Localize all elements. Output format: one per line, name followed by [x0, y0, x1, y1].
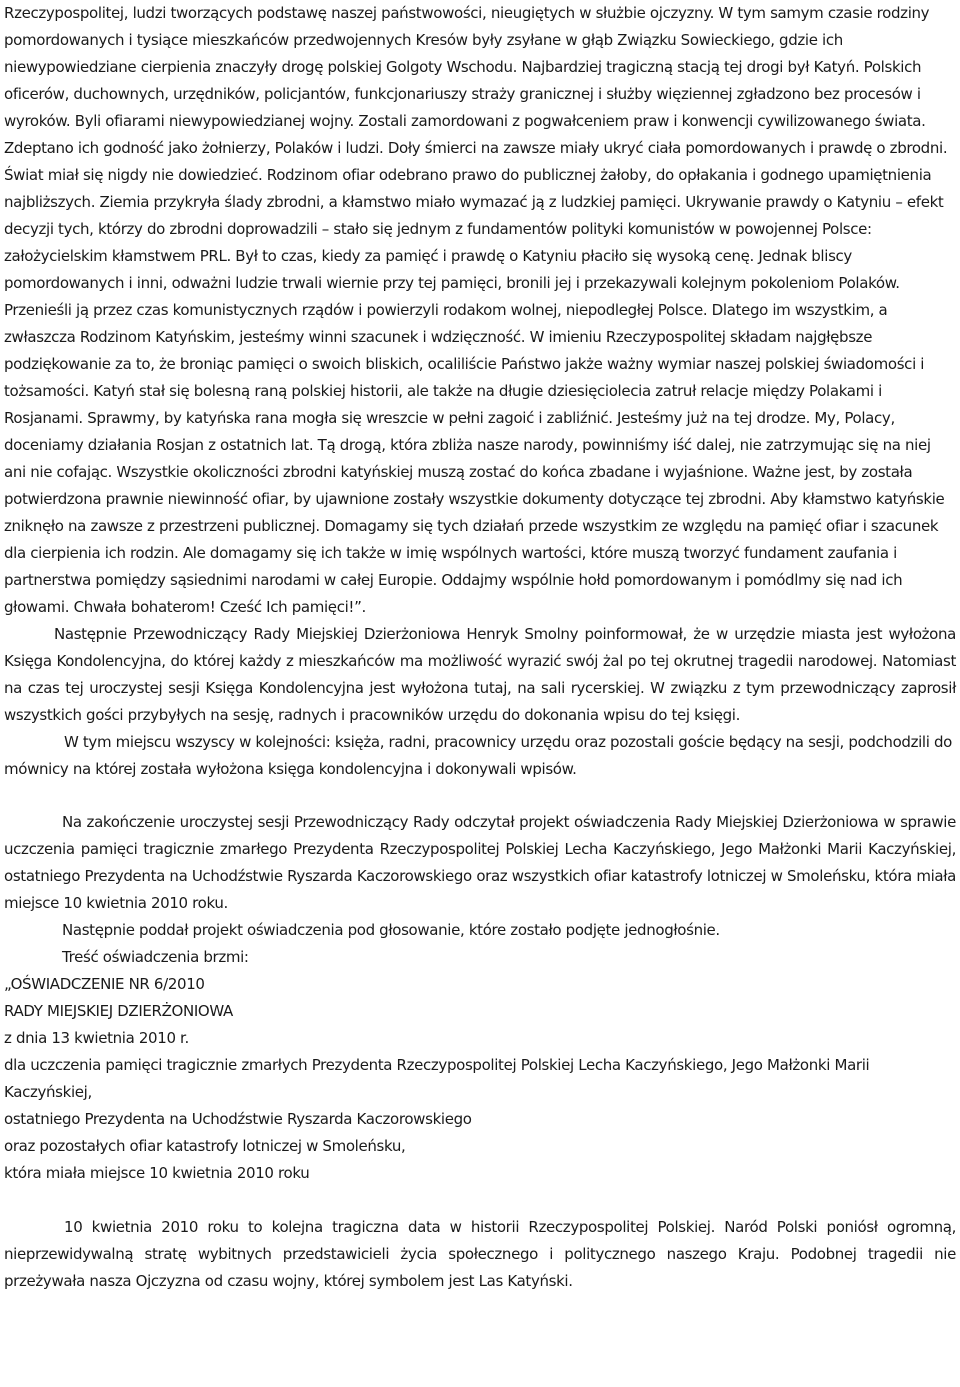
statement-body-paragraph: 10 kwietnia 2010 roku to kolejna tragiczna data w historii Rzeczypospolitej Polskiej. Naród Polski poniósł ogromną, nieprzewidywalną stratę wybitnych przedstawicieli życia społecznego i politycznego naszego Kraju. Podobnej tragedii nie przeżywała nasza Ojczyzna od czasu wojny, której symbolem jest Las Katyński. — [4, 1218, 956, 1290]
statement-date: z dnia 13 kwietnia 2010 r. — [4, 1029, 189, 1047]
statement-subject-line-4: która miała miejsce 10 kwietnia 2010 roku — [4, 1164, 310, 1182]
statement-subject-line-3: oraz pozostałych ofiar katastrofy lotniczej w Smoleńsku, — [4, 1137, 406, 1155]
statement-intro-paragraph: Treść oświadczenia brzmi: — [62, 948, 249, 966]
statement-number: „OŚWIADCZENIE NR 6/2010 — [4, 975, 205, 993]
vote-paragraph: Następnie poddał projekt oświadczenia pod głosowanie, które zostało podjęte jednogłośnie. — [62, 921, 720, 939]
statement-subject-line-2: ostatniego Prezydenta na Uchodźstwie Ryszarda Kaczorowskiego — [4, 1110, 472, 1128]
condolence-book-paragraph: Następnie Przewodniczący Rady Miejskiej Dzierżoniowa Henryk Smolny poinformował, że w urzędzie miasta jest wyłożona Księga Kondolencyjna, do której każdy z mieszkańców ma możliwość wyrazić swój żal po tej okrutnej tragedii narodowej. Natomiast na czas tej uroczystej sesji Księga Kondolencyjna jest wyłożona tutaj, na sali rycerskiej. W związku z tym przewodniczący zaprosił wszystkich gości przybyłych na sesję, radnych i pracowników urzędu do dokonania wpisu do tej księgi. — [4, 625, 956, 724]
statement-issuer: RADY MIEJSKIEJ DZIERŻONIOWA — [4, 1002, 233, 1020]
statement-draft-paragraph: Na zakończenie uroczystej sesji Przewodniczący Rady odczytał projekt oświadczenia Rady Miejskiej Dzierżoniowa w sprawie uczczenia pamięci tragicznie zmarłego Prezydenta Rzeczypospolitej Polskiej Lecha Kaczyńskiego, Jego Małżonki Marii Kaczyńskiej, ostatniego Prezydenta na Uchodźstwie Ryszarda Kaczorowskiego oraz wszystkich ofiar katastrofy lotniczej w Smoleńsku, która miała miejsce 10 kwietnia 2010 roku. — [4, 813, 956, 912]
statement-header-block — [4, 971, 956, 1187]
statement-subject-line-1: dla uczczenia pamięci tragicznie zmarłych Prezydenta Rzeczypospolitej Polskiej Lecha Kaczyńskiego, Jego Małżonki Marii Kaczyńskiej, — [4, 1056, 870, 1101]
condolence-entries-paragraph: W tym miejscu wszyscy w kolejności: księża, radni, pracownicy urzędu oraz pozostali goście będący na sesji, podchodzili do mównicy na której została wyłożona księga kondolencyjna i dokonywali wpisów. — [4, 733, 952, 778]
speech-continuation-text: Rzeczypospolitej, ludzi tworzących podstawę naszej państwowości, nieugiętych w służbie ojczyzny. W tym samym czasie rodziny pomordowanych i tysiące mieszkańców przedwojennych Kresów były zsyłane w głąb Związku Sowieckiego, gdzie ich niewypowiedziane cierpienia znaczyły drogę polskiej Golgoty Wschodu. Najbardziej tragiczną stacją tej drogi był Katyń. Polskich oficerów, duchownych, urzędników, policjantów, funkcjonariuszy straży granicznej i służby więziennej zgładzono bez procesów i wyroków. Byli ofiarami niewypowiedzianej wojny. Zostali zamordowani z pogwałceniem praw i konwencji cywilizowanego świata. Zdeptano ich godność jako żołnierzy, Polaków i ludzi. Doły śmierci na zawsze miały ukryć ciała pomordowanych i prawdę o zbrodni. Świat miał się nigdy nie dowiedzieć. Rodzinom ofiar odebrano prawo do publicznej żałoby, do opłakania i godnego upamiętnienia najbliższych. Ziemia przykryła ślady zbrodni, a kłamstwo miało wymazać ją z ludzkiej pamięci. Ukrywanie prawdy o Katyniu – efekt decyzji tych, którzy do zbrodni doprowadzili – stało się jednym z fundamentów polityki komunistów w powojennej Polsce: założycielskim kłamstwem PRL. Był to czas, kiedy za pamięć i prawdę o Katyniu płaciło się wysoką cenę. Jednak bliscy pomordowanych i inni, odważni ludzie trwali wiernie przy tej pamięci, bronili jej i przekazywali kolejnym pokoleniom Polaków. Przenieśli ją przez czas komunistycznych rządów i powierzyli rodakom wolnej, niepodległej Polsce. Dlatego im wszystkim, a zwłaszcza Rodzinom Katyńskim, jesteśmy winni szacunek i wdzięczność. W imieniu Rzeczypospolitej składam najgłębsze podziękowanie za to, że broniąc pamięci o swoich bliskich, ocaliliście Państwo jakże ważny wymiar naszej polskiej świadomości i tożsamości. Katyń stał się bolesną raną polskiej historii, ale także na długie dziesięciolecia zatruł relacje między Polakami i Rosjanami. Sprawmy, by katyńska rana mogła się wreszcie w pełni zagoić i zabliźnić. Jesteśmy już na tej drodze. My, Polacy, doceniamy działania Rosjan z ostatnich lat. Tą drogą, która zbliża nasze narody, powinniśmy iść dalej, nie zatrzymując się na niej ani nie cofając. Wszystkie okoliczności zbrodni katyńskiej muszą zostać do końca zbadane i wyjaśnione. Ważne jest, by została potwierdzona prawnie niewinność ofiar, by ujawnione zostały wszystkie dokumenty dotyczące tej zbrodni. Aby kłamstwo katyńskie zniknęło na zawsze z przestrzeni publicznej. Domagamy się tych działań przede wszystkim ze względu na pamięć ofiar i szacunek dla cierpienia ich rodzin. Ale domagamy się ich także w imię wspólnych wartości, które muszą tworzyć fundament zaufania i partnerstwa pomiędzy sąsiednimi narodami w całej Europie. Oddajmy wspólnie hołd pomordowanym i pomódlmy się nad ich głowami. Chwała bohaterom! Cześć Ich pamięci!”. — [4, 4, 948, 616]
